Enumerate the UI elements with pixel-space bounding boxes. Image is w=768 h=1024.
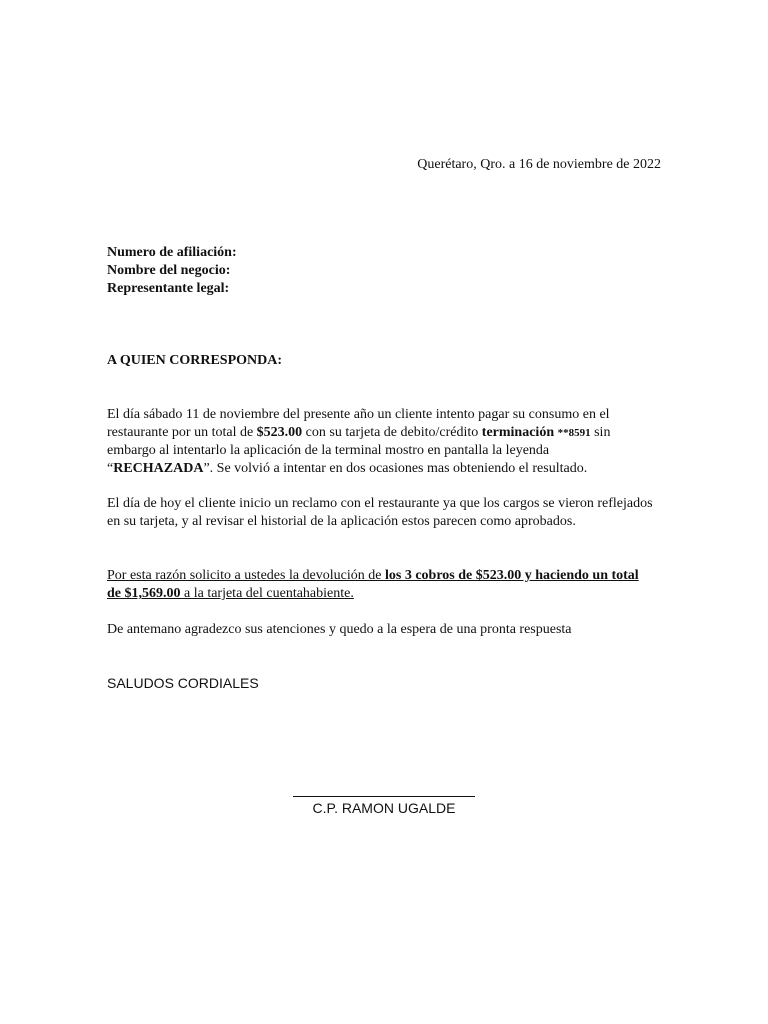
charge-amount: $523.00	[256, 425, 303, 440]
card-termination-label: terminación	[481, 425, 555, 440]
signature-line	[293, 796, 475, 797]
p1-text-5: ”. Se volvió a intentar en dos ocasiones mas obteniendo el resultado.	[203, 461, 588, 476]
recipient-fields	[107, 244, 237, 298]
p3-text-2: a la tarjeta del cuentahabiente.	[180, 586, 354, 601]
paragraph-refund-request	[107, 567, 655, 603]
p3-text-1: Por esta razón solicito a ustedes la devolución de	[107, 568, 385, 583]
legal-representative-label: Representante legal:	[107, 281, 230, 296]
business-name-label: Nombre del negocio:	[107, 263, 231, 278]
p1-text-2: con su tarjeta de debito/crédito	[302, 425, 482, 440]
date-line: Querétaro, Qro. a 16 de noviembre de 2022	[417, 157, 661, 172]
paragraph-claim: El día de hoy el cliente inicio un reclamo con el restaurante ya que los cargos se vieron reflejados en su tarjeta, y al revisar el historial de la aplicación estos parecen como aprobados.	[107, 496, 653, 529]
closing: SALUDOS CORDIALES	[107, 675, 259, 691]
paragraph-thanks: De antemano agradezco sus atenciones y quedo a la espera de una pronta respuesta	[107, 622, 572, 637]
refund-total: los 3 cobros de $523.00 y haciendo un total de $1,569.00	[107, 568, 639, 601]
signature-name: C.P. RAMON UGALDE	[312, 800, 456, 816]
rejected-status: RECHAZADA	[113, 461, 204, 476]
card-number: **8591	[557, 427, 591, 439]
p1-text-4: sin embargo al intentarlo la aplicación de la terminal mostro en pantalla la leyenda “	[107, 425, 611, 476]
paragraph-incident	[107, 406, 655, 478]
p1-text-1: El día sábado 11 de noviembre del presente año un cliente intento pagar su consumo en el restaurante por un total de	[107, 407, 610, 440]
salutation: A QUIEN CORRESPONDA:	[107, 353, 283, 368]
affiliation-number-label: Numero de afiliación:	[107, 245, 237, 260]
